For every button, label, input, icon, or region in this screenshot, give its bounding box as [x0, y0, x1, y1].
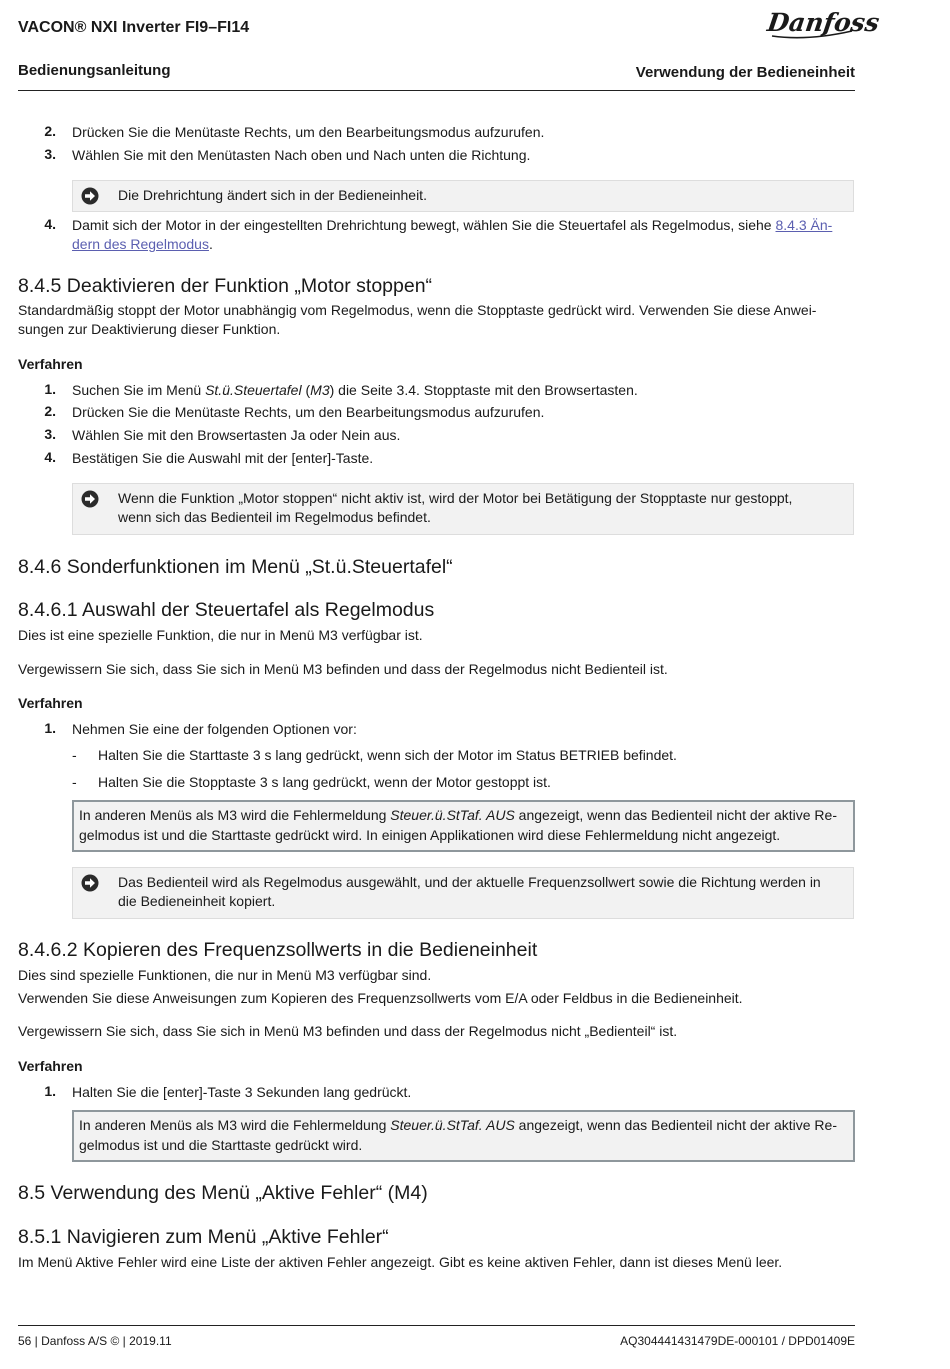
- error-message-name: Steuer.ü.StTaf. AUS: [390, 807, 515, 823]
- section-heading: 8.5 Verwendung des Menü „Aktive Fehler“ (M4): [18, 1182, 428, 1204]
- result-text: [118, 873, 835, 911]
- paragraph: Dies ist eine spezielle Funktion, die nur in Menü M3 verfügbar ist.: [18, 627, 423, 643]
- result-box: [72, 483, 854, 535]
- step-number: 4.: [44, 216, 56, 232]
- step-number: 1.: [44, 1083, 56, 1099]
- step-text: Halten Sie die [enter]-Taste 3 Sekunden lang gedrückt.: [72, 1084, 412, 1100]
- paragraph: Standardmäßig stoppt der Motor unabhängig vom Regelmodus, wenn die Stopptaste gedrückt wird. Verwenden Sie diese Anwei-: [18, 302, 817, 318]
- paragraph: Vergewissern Sie sich, dass Sie sich in Menü M3 befinden und dass der Regelmodus nicht Bedienteil ist.: [18, 661, 668, 677]
- section-heading: 8.4.6 Sonderfunktionen im Menü „St.ü.Steuertafel“: [18, 556, 453, 578]
- step-text: Wählen Sie mit den Menütasten Nach oben und Nach unten die Richtung.: [72, 147, 531, 163]
- document-type: Bedienungsanleitung: [18, 62, 171, 79]
- step-number: 3.: [44, 426, 56, 442]
- paragraph: sungen zur Deaktivierung dieser Funktion.: [18, 321, 281, 337]
- step-text-part: Damit sich der Motor in der eingestellten Drehrichtung bewegt, wählen Sie die Steuertafel als Regelmodus, siehe: [72, 217, 772, 233]
- step-text-part: Suchen Sie im Menü: [72, 382, 206, 398]
- notice-line: gelmodus ist und die Starttaste gedrückt wird. In einigen Applikationen wird diese Fehlermeldung nicht angezeigt.: [79, 827, 781, 843]
- list-dash: -: [72, 747, 77, 763]
- result-text: Die Drehrichtung ändert sich in der Bedieneinheit.: [118, 187, 427, 203]
- step-number: 4.: [44, 449, 56, 465]
- step-text: Bestätigen Sie die Auswahl mit der [enter]-Taste.: [72, 450, 374, 466]
- step-number: 3.: [44, 146, 56, 162]
- notice-text: angezeigt, wenn das Bedienteil nicht der aktive Re-: [514, 1117, 837, 1133]
- step-text: Drücken Sie die Menütaste Rechts, um den Bearbeitungsmodus aufzurufen.: [72, 124, 545, 140]
- notice-line: gelmodus ist und die Starttaste gedrückt wird.: [79, 1137, 363, 1153]
- footer-divider: [18, 1325, 855, 1326]
- document-product-title: VACON® NXI Inverter FI9–FI14: [18, 19, 250, 36]
- option-text: Halten Sie die Stopptaste 3 s lang gedrückt, wenn der Motor gestoppt ist.: [98, 774, 551, 790]
- step-number: 1.: [44, 720, 56, 736]
- step-text: Drücken Sie die Menütaste Rechts, um den Bearbeitungsmodus aufzurufen.: [72, 404, 545, 420]
- header-divider: [18, 90, 855, 91]
- cross-reference-link[interactable]: dern des Regelmodus: [72, 236, 209, 252]
- step-number: 2.: [44, 123, 56, 139]
- step-number: 2.: [44, 403, 56, 419]
- footer-document-id: AQ304441431479DE-000101 / DPD01409E: [620, 1334, 855, 1348]
- step-text-part: ) die Seite 3.4. Stopptaste mit den Browsertasten.: [329, 382, 638, 398]
- cross-reference-link[interactable]: 8.4.3 Än-: [775, 217, 833, 233]
- svg-text:Danfoss: Danfoss: [765, 7, 882, 37]
- danfoss-logo: [765, 5, 882, 46]
- section-heading: 8.4.6.1 Auswahl der Steuertafel als Regelmodus: [18, 599, 435, 621]
- section-heading: 8.4.5 Deaktivieren der Funktion „Motor stoppen“: [18, 275, 433, 297]
- option-text: Halten Sie die Starttaste 3 s lang gedrückt, wenn sich der Motor im Status BETRIEB befindet.: [98, 747, 677, 763]
- step-number: 1.: [44, 381, 56, 397]
- step-text-continued: [72, 235, 213, 254]
- result-line: wenn sich das Bedienteil im Regelmodus befindet.: [118, 509, 431, 525]
- notice-text: angezeigt, wenn das Bedienteil nicht der aktive Re-: [514, 807, 837, 823]
- menu-name: St.ü.Steuertafel: [205, 382, 302, 398]
- result-box: [72, 867, 854, 919]
- punctuation: .: [208, 236, 213, 252]
- notice-text: In anderen Menüs als M3 wird die Fehlermeldung: [79, 807, 391, 823]
- result-line: Das Bedienteil wird als Regelmodus ausgewählt, und der aktuelle Frequenzsollwert sowie die Richtung werden in: [118, 874, 821, 890]
- footer-page-info: 56 | Danfoss A/S © | 2019.11: [18, 1334, 172, 1348]
- step-text: Nehmen Sie eine der folgenden Optionen vor:: [72, 721, 357, 737]
- section-heading: 8.5.1 Navigieren zum Menü „Aktive Fehler“: [18, 1226, 389, 1248]
- notice-text: In anderen Menüs als M3 wird die Fehlermeldung: [79, 1117, 391, 1133]
- paragraph: Verwenden Sie diese Anweisungen zum Kopieren des Frequenzsollwerts vom E/A oder Feldbus in die Bedieneinheit.: [18, 990, 743, 1006]
- procedure-label: Verfahren: [18, 356, 83, 372]
- notice-line: [79, 1115, 848, 1135]
- notice-line: [79, 805, 848, 825]
- procedure-label: Verfahren: [18, 1058, 83, 1074]
- arrow-right-circle-icon: [81, 874, 99, 897]
- step-text: [72, 381, 638, 400]
- paragraph: Vergewissern Sie sich, dass Sie sich in Menü M3 befinden und dass der Regelmodus nicht „Bedienteil“ ist.: [18, 1023, 678, 1039]
- step-text: Wählen Sie mit den Browsertasten Ja oder Nein aus.: [72, 427, 401, 443]
- arrow-right-circle-icon: [81, 490, 99, 513]
- procedure-label: Verfahren: [18, 695, 83, 711]
- step-text-part: (: [301, 382, 311, 398]
- notice-box: [72, 1110, 855, 1162]
- paragraph: Dies sind spezielle Funktionen, die nur in Menü M3 verfügbar sind.: [18, 967, 432, 983]
- result-box: [72, 180, 854, 212]
- list-dash: -: [72, 774, 77, 790]
- section-heading: 8.4.6.2 Kopieren des Frequenzsollwerts in die Bedieneinheit: [18, 939, 538, 961]
- result-text: [118, 489, 835, 527]
- error-message-name: Steuer.ü.StTaf. AUS: [390, 1117, 515, 1133]
- paragraph: Im Menü Aktive Fehler wird eine Liste der aktiven Fehler angezeigt. Gibt es keine aktiven Fehler, dann ist dieses Menü leer.: [18, 1254, 783, 1270]
- section-title: Verwendung der Bedieneinheit: [635, 64, 855, 81]
- menu-code: M3: [310, 382, 330, 398]
- result-line: die Bedieneinheit kopiert.: [118, 893, 276, 909]
- arrow-right-circle-icon: [81, 187, 99, 210]
- step-text: [72, 216, 832, 235]
- notice-box: [72, 800, 855, 852]
- result-line: Wenn die Funktion „Motor stoppen“ nicht aktiv ist, wird der Motor bei Betätigung der Stopptaste nur gestoppt,: [118, 490, 793, 506]
